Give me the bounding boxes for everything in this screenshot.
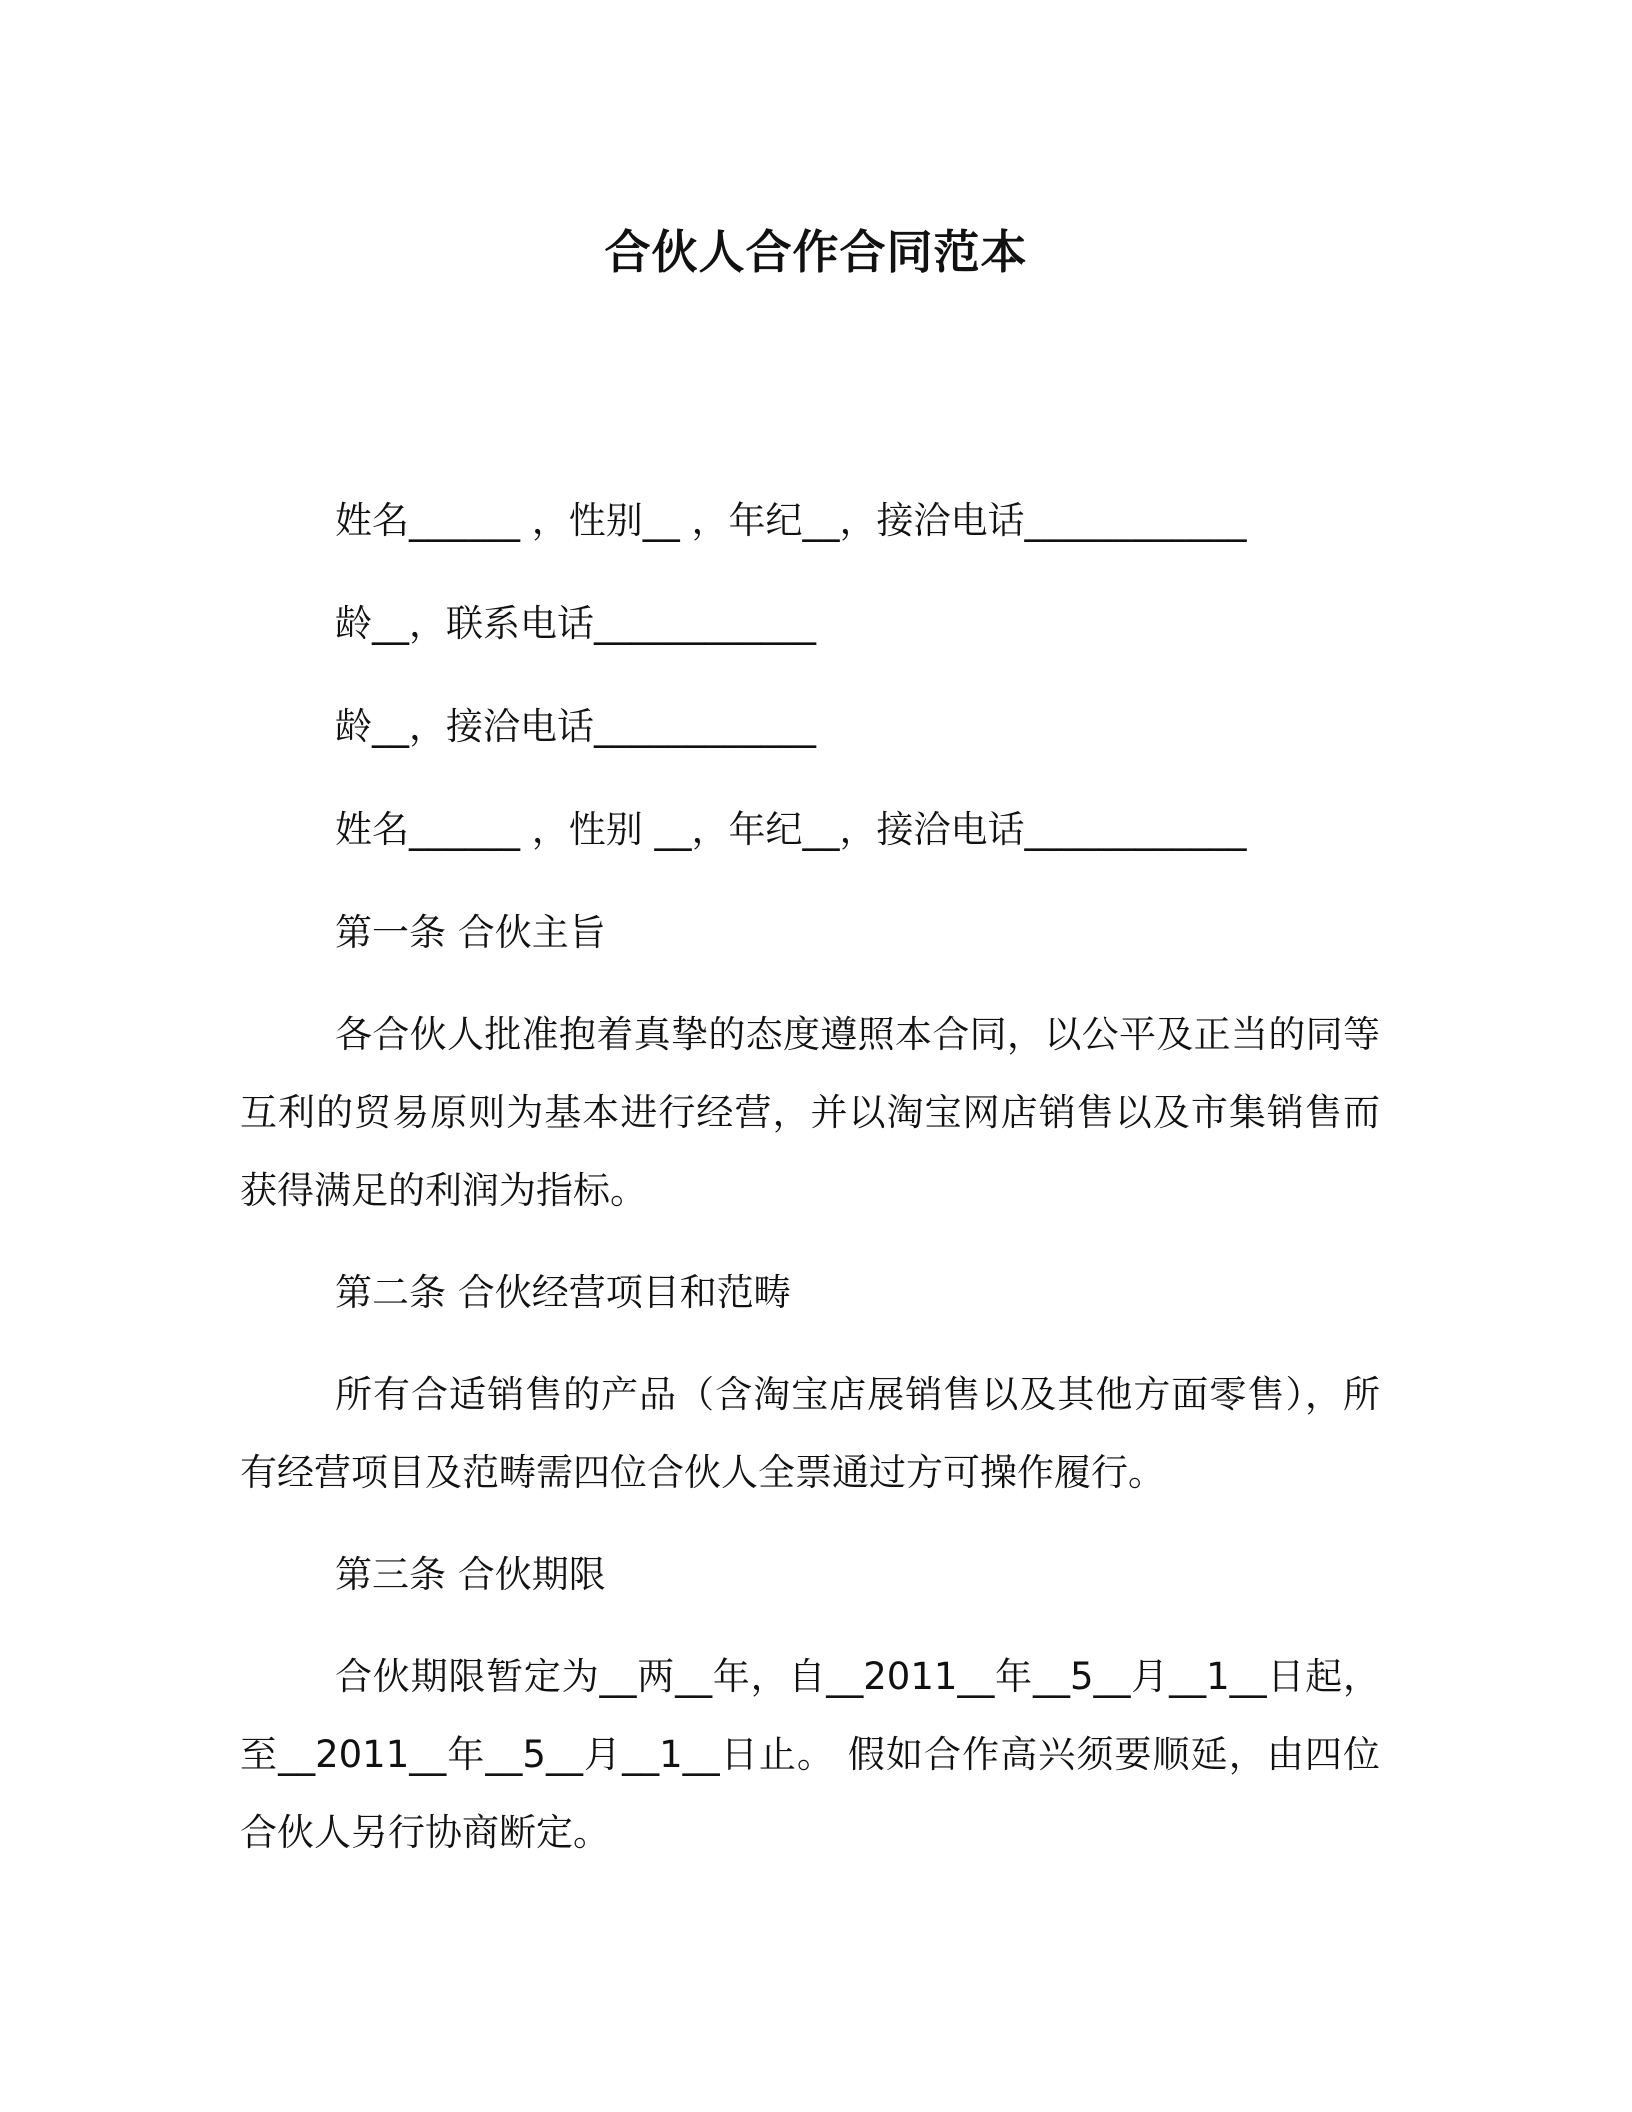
article-1-heading: 第一条 合伙主旨 [335,911,606,954]
document-title: 合伙人合作合同范本 [604,225,1028,279]
article-3-body: 合伙期限暂定为__两__年，自__2011__年__5__月__1__日起，至__2011__年__5__月__1__日止。 假如合作高兴须要顺延，由四位合伙人另行协商断定。 [240,1655,1380,1854]
article-2-heading: 第二条 合伙经营项目和范畴 [335,1271,791,1314]
party-line-4: 姓名______ ，性别 __，年纪__，接洽电话____________ [335,808,1247,851]
party-line-2: 龄__，联系电话____________ [335,602,816,645]
party-line-1: 姓名______ ，性别__ ，年纪__，接洽电话____________ [335,499,1247,542]
party-line-3: 龄__，接洽电话____________ [335,705,816,748]
article-1-body: 各合伙人批准抱着真挚的态度遵照本合同，以公平及正当的同等互利的贸易原则为基本进行经营，并以淘宝网店销售以及市集销售而获得满足的利润为指标。 [240,1013,1380,1212]
article-2-body: 所有合适销售的产品（含淘宝店展销售以及其他方面零售），所有经营项目及范畴需四位合伙人全票通过方可操作履行。 [240,1373,1380,1494]
article-3-heading: 第三条 合伙期限 [335,1553,606,1596]
